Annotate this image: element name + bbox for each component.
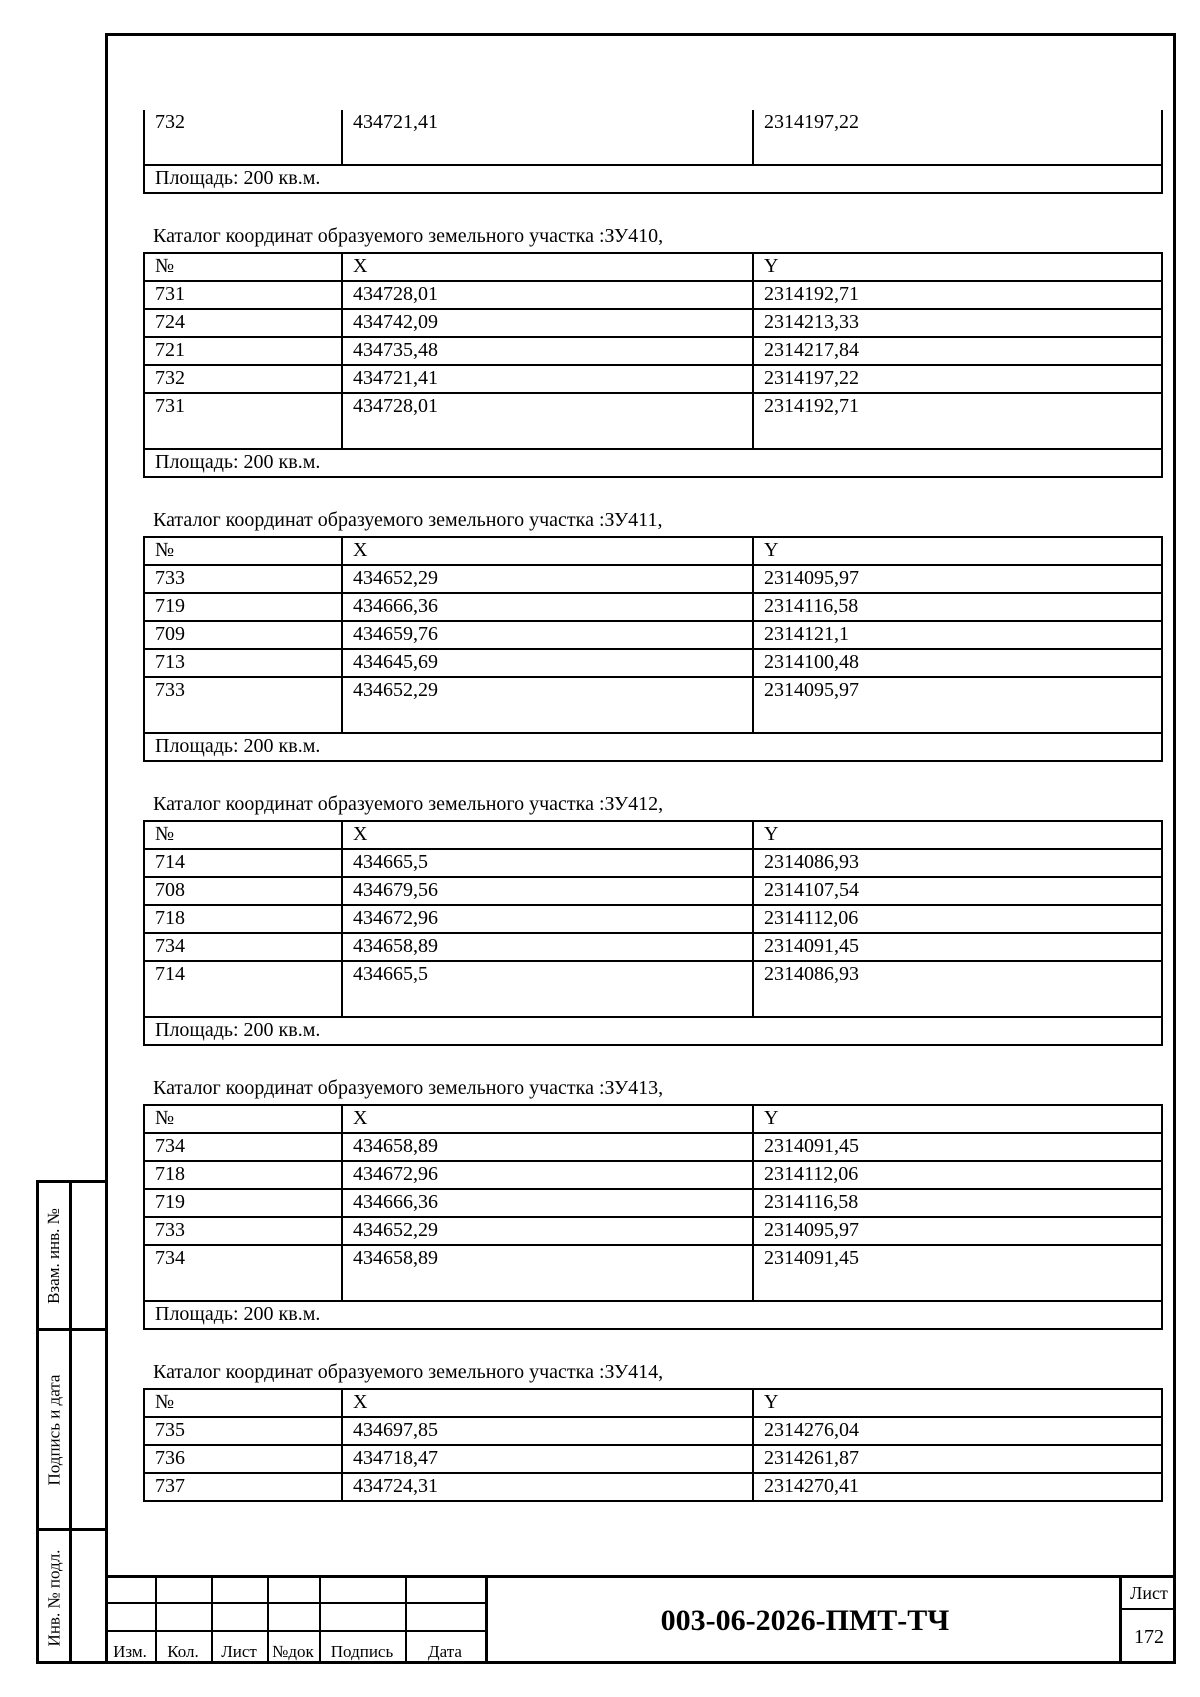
cell-y: 2314091,45 — [753, 933, 1162, 961]
cell-number: 732 — [144, 110, 342, 165]
table-row — [144, 110, 1162, 165]
table-row — [144, 565, 1162, 593]
cell-y: 2314276,04 — [753, 1417, 1162, 1445]
table-row — [144, 1133, 1162, 1161]
cell-y: 2314116,58 — [753, 1189, 1162, 1217]
cell-y: 2314100,48 — [753, 649, 1162, 677]
table-row — [144, 337, 1162, 365]
cell-x: 434666,36 — [342, 593, 753, 621]
coordinates-table — [143, 252, 1163, 478]
cell-x: 434718,47 — [342, 1445, 753, 1473]
cell-y: 2314192,71 — [753, 281, 1162, 309]
cell-number: 708 — [144, 877, 342, 905]
page-content — [143, 110, 1161, 1502]
area-row — [144, 1301, 1162, 1329]
table-row — [144, 961, 1162, 1017]
column-header-number: № — [144, 821, 342, 849]
coordinates-table — [143, 1388, 1163, 1502]
cell-number: 731 — [144, 281, 342, 309]
cell-number: 734 — [144, 933, 342, 961]
cell-number: 719 — [144, 593, 342, 621]
cell-number: 714 — [144, 849, 342, 877]
revision-grid-rule — [105, 1602, 485, 1604]
table-row — [144, 309, 1162, 337]
side-stamp-label-original: Инв. № подл. — [44, 1549, 63, 1646]
cell-number: 718 — [144, 1161, 342, 1189]
cell-x: 434735,48 — [342, 337, 753, 365]
column-header-number: № — [144, 1389, 342, 1417]
cell-number: 724 — [144, 309, 342, 337]
header-row — [144, 253, 1162, 281]
cell-number: 733 — [144, 565, 342, 593]
area-text: Площадь: 200 кв.м. — [144, 449, 1162, 477]
cell-y: 2314121,1 — [753, 621, 1162, 649]
table-row — [144, 1161, 1162, 1189]
side-stamp-cell — [41, 1531, 67, 1664]
sheet-number: 172 — [1134, 1625, 1164, 1648]
cell-x: 434672,96 — [342, 1161, 753, 1189]
cell-x: 434652,29 — [342, 1217, 753, 1245]
area-row — [144, 165, 1162, 193]
side-stamp — [36, 1180, 105, 1664]
revision-grid-rule — [105, 1630, 485, 1632]
cell-x: 434679,56 — [342, 877, 753, 905]
cell-x: 434659,76 — [342, 621, 753, 649]
cell-x: 434665,5 — [342, 961, 753, 1017]
cell-y: 2314261,87 — [753, 1445, 1162, 1473]
document-code: 003-06-2026-ПМТ-ТЧ — [485, 1575, 1122, 1664]
area-row — [144, 449, 1162, 477]
header-row — [144, 1105, 1162, 1133]
cell-x: 434658,89 — [342, 1245, 753, 1301]
cell-x: 434672,96 — [342, 905, 753, 933]
cell-y: 2314197,22 — [753, 110, 1162, 165]
table-row — [144, 933, 1162, 961]
cell-y: 2314112,06 — [753, 905, 1162, 933]
cell-number: 719 — [144, 1189, 342, 1217]
cell-x: 434742,09 — [342, 309, 753, 337]
table-row — [144, 1417, 1162, 1445]
cell-x: 434728,01 — [342, 281, 753, 309]
cell-number: 733 — [144, 1217, 342, 1245]
area-text: Площадь: 200 кв.м. — [144, 1301, 1162, 1329]
column-signature: Подпись — [330, 1642, 394, 1661]
header-row — [144, 537, 1162, 565]
side-stamp-label-replacement: Взам. инв. № — [44, 1207, 63, 1304]
column-header-number: № — [144, 253, 342, 281]
side-stamp-cell — [41, 1331, 67, 1528]
cell-x: 434697,85 — [342, 1417, 753, 1445]
catalog-list — [143, 224, 1161, 1502]
cell-x: 434721,41 — [342, 365, 753, 393]
cell-x: 434658,89 — [342, 1133, 753, 1161]
table-row — [144, 621, 1162, 649]
column-header-x: X — [342, 537, 753, 565]
cell-number: 713 — [144, 649, 342, 677]
cell-number: 737 — [144, 1473, 342, 1501]
column-date: Дата — [428, 1642, 462, 1661]
table-row — [144, 1189, 1162, 1217]
header-row — [144, 1389, 1162, 1417]
coordinates-table — [143, 820, 1163, 1046]
cell-y: 2314116,58 — [753, 593, 1162, 621]
area-text: Площадь: 200 кв.м. — [144, 1017, 1162, 1045]
table-row — [144, 393, 1162, 449]
column-header-y: Y — [753, 253, 1162, 281]
table-row — [144, 281, 1162, 309]
column-header-x: X — [342, 821, 753, 849]
column-header-x: X — [342, 253, 753, 281]
catalog-caption: Каталог координат образуемого земельного участка :ЗУ412, — [153, 793, 664, 815]
table-row — [144, 677, 1162, 733]
cell-y: 2314086,93 — [753, 961, 1162, 1017]
coordinates-table — [143, 536, 1163, 762]
column-header-y: Y — [753, 1105, 1162, 1133]
area-row — [144, 733, 1162, 761]
cell-y: 2314107,54 — [753, 877, 1162, 905]
table-row — [144, 1473, 1162, 1501]
cell-number: 733 — [144, 677, 342, 733]
column-header-number: № — [144, 1105, 342, 1133]
cell-x: 434728,01 — [342, 393, 753, 449]
table-row — [144, 905, 1162, 933]
title-block — [105, 1575, 1176, 1664]
area-text: Площадь: 200 кв.м. — [144, 733, 1162, 761]
cell-number: 732 — [144, 365, 342, 393]
cell-y: 2314270,41 — [753, 1473, 1162, 1501]
column-izm: Изм. — [113, 1642, 147, 1661]
table-row — [144, 1445, 1162, 1473]
cell-x: 434645,69 — [342, 649, 753, 677]
cell-y: 2314095,97 — [753, 677, 1162, 733]
cell-number: 709 — [144, 621, 342, 649]
cell-y: 2314091,45 — [753, 1133, 1162, 1161]
cell-number: 721 — [144, 337, 342, 365]
table-row — [144, 649, 1162, 677]
table-row — [144, 365, 1162, 393]
coordinates-table — [143, 1104, 1163, 1330]
header-row — [144, 821, 1162, 849]
cell-y: 2314213,33 — [753, 309, 1162, 337]
cell-number: 714 — [144, 961, 342, 1017]
cell-y: 2314192,71 — [753, 393, 1162, 449]
cell-x: 434724,31 — [342, 1473, 753, 1501]
cell-number: 735 — [144, 1417, 342, 1445]
table-row — [144, 1245, 1162, 1301]
cell-number: 734 — [144, 1133, 342, 1161]
column-kol: Кол. — [167, 1642, 199, 1661]
column-header-y: Y — [753, 821, 1162, 849]
sheet-label: Лист — [1122, 1578, 1176, 1610]
cell-y: 2314197,22 — [753, 365, 1162, 393]
column-header-number: № — [144, 537, 342, 565]
cell-number: 736 — [144, 1445, 342, 1473]
cell-y: 2314095,97 — [753, 565, 1162, 593]
continuation-table — [143, 110, 1163, 194]
cell-number: 731 — [144, 393, 342, 449]
catalog-caption: Каталог координат образуемого земельного участка :ЗУ414, — [153, 1361, 664, 1383]
table-row — [144, 593, 1162, 621]
catalog-caption: Каталог координат образуемого земельного участка :ЗУ411, — [153, 509, 663, 531]
column-header-x: X — [342, 1105, 753, 1133]
cell-x: 434652,29 — [342, 677, 753, 733]
table-row — [144, 849, 1162, 877]
cell-y: 2314086,93 — [753, 849, 1162, 877]
side-stamp-label-signature: Подпись и дата — [44, 1374, 63, 1485]
column-header-x: X — [342, 1389, 753, 1417]
table-row — [144, 1217, 1162, 1245]
cell-number: 734 — [144, 1245, 342, 1301]
column-header-y: Y — [753, 1389, 1162, 1417]
cell-x: 434721,41 — [342, 110, 753, 165]
table-row — [144, 877, 1162, 905]
column-header-y: Y — [753, 537, 1162, 565]
cell-y: 2314091,45 — [753, 1245, 1162, 1301]
cell-y: 2314217,84 — [753, 337, 1162, 365]
column-list: Лист — [221, 1642, 257, 1661]
cell-x: 434652,29 — [342, 565, 753, 593]
catalog-caption: Каталог координат образуемого земельного участка :ЗУ413, — [153, 1077, 664, 1099]
sheet-box — [1119, 1575, 1176, 1664]
area-text: Площадь: 200 кв.м. — [144, 165, 1162, 193]
area-row — [144, 1017, 1162, 1045]
side-stamp-cell — [41, 1183, 67, 1328]
revision-grid — [105, 1575, 485, 1664]
cell-x: 434658,89 — [342, 933, 753, 961]
column-ndok: №док — [272, 1642, 314, 1661]
cell-x: 434665,5 — [342, 849, 753, 877]
cell-x: 434666,36 — [342, 1189, 753, 1217]
side-stamp-divider — [69, 1183, 72, 1661]
catalog-caption: Каталог координат образуемого земельного участка :ЗУ410, — [153, 225, 664, 247]
cell-y: 2314112,06 — [753, 1161, 1162, 1189]
cell-number: 718 — [144, 905, 342, 933]
cell-y: 2314095,97 — [753, 1217, 1162, 1245]
